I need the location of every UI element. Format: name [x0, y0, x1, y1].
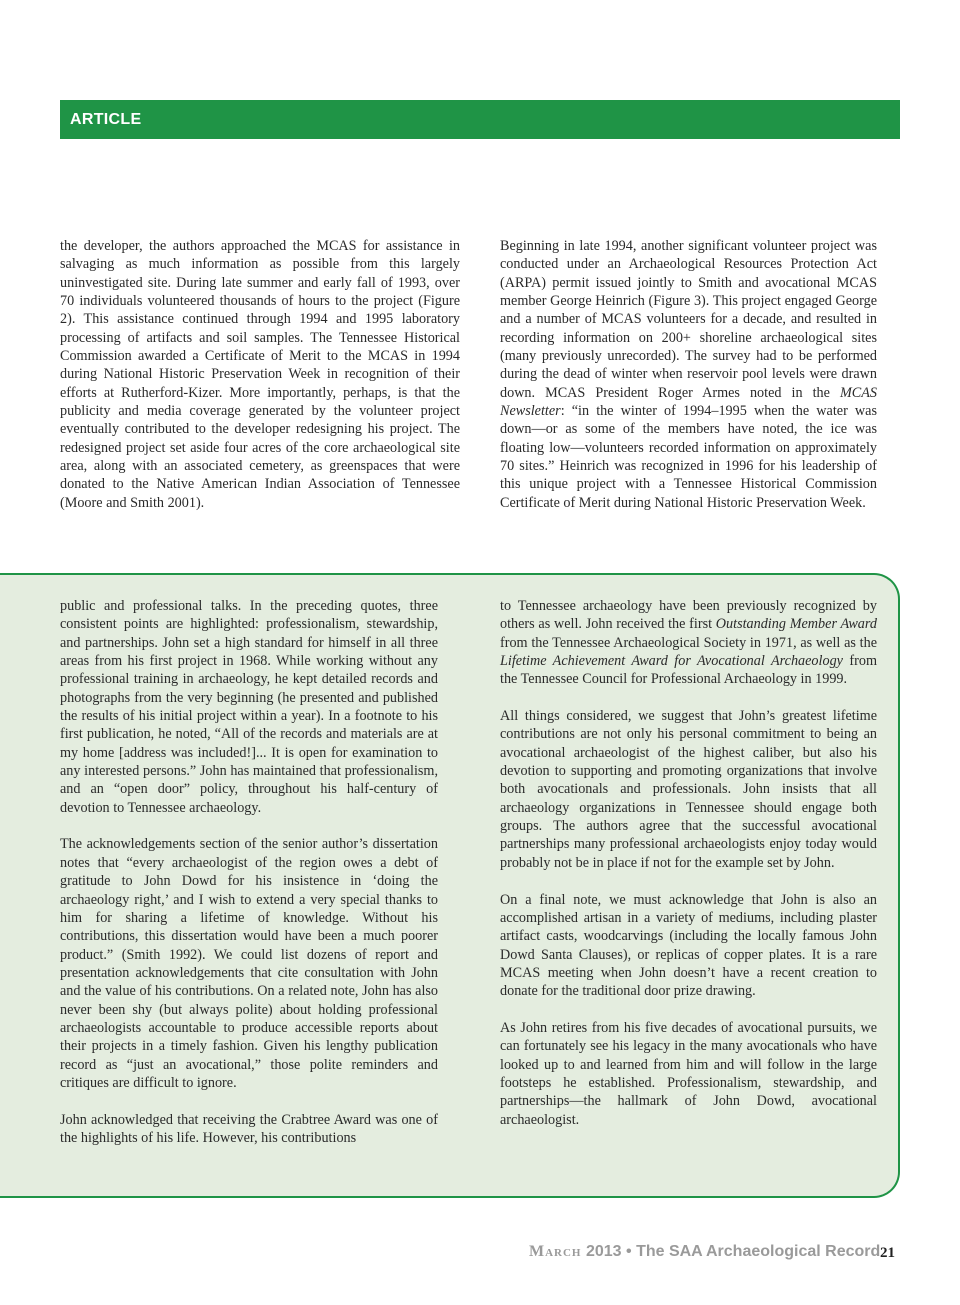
award-title: Outstanding Member Award — [715, 616, 877, 633]
paragraph: As John retires from his five decades of avocational pursuits, we can fortunately see his legacy in the many avocationals who have looked up to and learned from him and will follow in the large footsteps he established. Professionalism, stewardship, and partnerships—the hallmark of John Dowd, avocational archaeologist. — [500, 1019, 877, 1128]
newsletter-title: MCAS Newsletter — [500, 384, 877, 420]
sidebar-column-left — [60, 597, 438, 1147]
text-span: : “in the winter of 1994–1995 when the water was down—or as some of the members have noted, the ice was floating low—volunteers recorded information on approximately 70 sites.” Heinrich was recognized in 1996 for his leadership of this unique project with a Tennessee Historical Commission Certificate of Merit during National Historic Preservation Week. — [500, 403, 877, 511]
section-label: ARTICLE — [70, 111, 142, 128]
paragraph: the developer, the authors approached the MCAS for assistance in salvaging as much information as possible from this largely uninvestigated site. During late summer and early fall of 1993, over 70 individuals volunteered thousands of hours to the project (Figure 2). This assistance continued through 1994 and 1995 laboratory processing of artifacts and soil samples. The Tennessee Historical Commission awarded a Certificate of Merit to the MCAS in 1994 during National Historic Preservation Week in recognition of their efforts at Rutherford-Kizer. More importantly, perhaps, is that the publicity and media coverage generated by the volunteer project eventually contributed to the developer redesigning his project. The redesigned project set aside four acres of the core archaeological site area, along with an associated cemetery, as greenspaces that were donated to the Native American Indian Association of Tennessee (Moore and Smith 2001). — [60, 238, 460, 511]
footer-publication: The SAA Archaeological Record — [636, 1243, 881, 1260]
paragraph: public and professional talks. In the preceding quotes, three consistent points are highlighted: professionalism, stewardship, and partnerships. John set a high standard for himself in all three areas from his first project in 1968. While working without any professional training in archaeology, he kept detailed records and photographs from the very beginning (he presented and published the results of his initial project within a year). In a footnote to his first publication, he noted, “All of the records and materials are at my home [address was included!]... It is open for examination to any interested persons.” John has maintained that professionalism, and an “open door” policy, throughout his half-century of devotion to Tennessee archaeology. — [60, 598, 438, 816]
page-number: 21 — [880, 1245, 895, 1261]
text-span: from the Tennessee Archaeological Society in 1971, as well as the — [500, 634, 877, 651]
article-column-right — [500, 237, 877, 512]
footer-month: March — [529, 1243, 582, 1260]
text-span: to Tennessee archaeology have been previously recognized by others as well. John received the first — [500, 598, 877, 633]
text-span: from the Tennessee Council for Professional Archaeology in 1999. — [500, 653, 877, 688]
text-span: Beginning in late 1994, another significant volunteer project was conducted under an Archaeological Resources Protection Act (ARPA) permit issued jointly to Smith and avocational MCAS member George Heinrich (Figure 3). This project engaged George and a number of MCAS volunteers for a decade, and resulted in recording information on 200+ shoreline archaeological sites (many previously unrecorded). The survey had to be performed during the dead of winter when reservoir pool levels were drawn down. MCAS President Roger Armes noted in the — [500, 238, 877, 401]
paragraph: On a final note, we must acknowledge that John is also an accomplished artisan in a variety of mediums, including plaster artifact casts, woodcarvings (including the locally famous John Dowd Santa Clauses), or replicas of copper plates. It is a rare MCAS meeting when John doesn’t have a recent creation to donate for the traditional door prize drawing. — [500, 891, 877, 1000]
footer-year: 2013 — [585, 1243, 622, 1260]
article-column-left — [60, 237, 460, 512]
award-title: Lifetime Achievement Award for Avocational Archaeology — [500, 653, 843, 670]
paragraph: John acknowledged that receiving the Crabtree Award was one of the highlights of his life. However, his contributions — [60, 1111, 438, 1146]
paragraph — [500, 597, 877, 689]
running-footer — [529, 1243, 880, 1261]
paragraph: All things considered, we suggest that John’s greatest lifetime contributions are not only his personal commitment to being an avocational archaeologist of the highest caliber, but also his devotion to supporting and promoting organizations that involve both avocationals and professionals. John insists that all archaeology organizations in Tennessee should engage both groups. The authors agree that the successful avocational partnerships many professional archaeologists enjoy today would probably not be in place if not for the example set by John. — [500, 708, 877, 871]
sidebar-column-right — [500, 597, 877, 1129]
section-banner — [60, 100, 900, 139]
footer-bullet: • — [626, 1243, 632, 1260]
paragraph — [500, 237, 877, 512]
paragraph: The acknowledgements section of the senior author’s dissertation notes that “every archaeologist of the region owes a debt of gratitude to John Dowd for his insistence in ‘doing the archaeology right,’ and I wish to extend a very special thanks to him for sharing a lifetime of knowledge. Without his contributions, this dissertation would have been a much poorer product.” (Smith 1992). We could list dozens of report and presentation acknowledgements that cite consultation with John and the value of his contributions. On a related note, John has also never been shy (but always polite) about holding professional archaeologists accountable to produce accessible reports about their projects in a timely fashion. Given his lengthy publication record as “just an avocational,” those polite reminders and critiques are difficult to ignore. — [60, 836, 438, 1091]
